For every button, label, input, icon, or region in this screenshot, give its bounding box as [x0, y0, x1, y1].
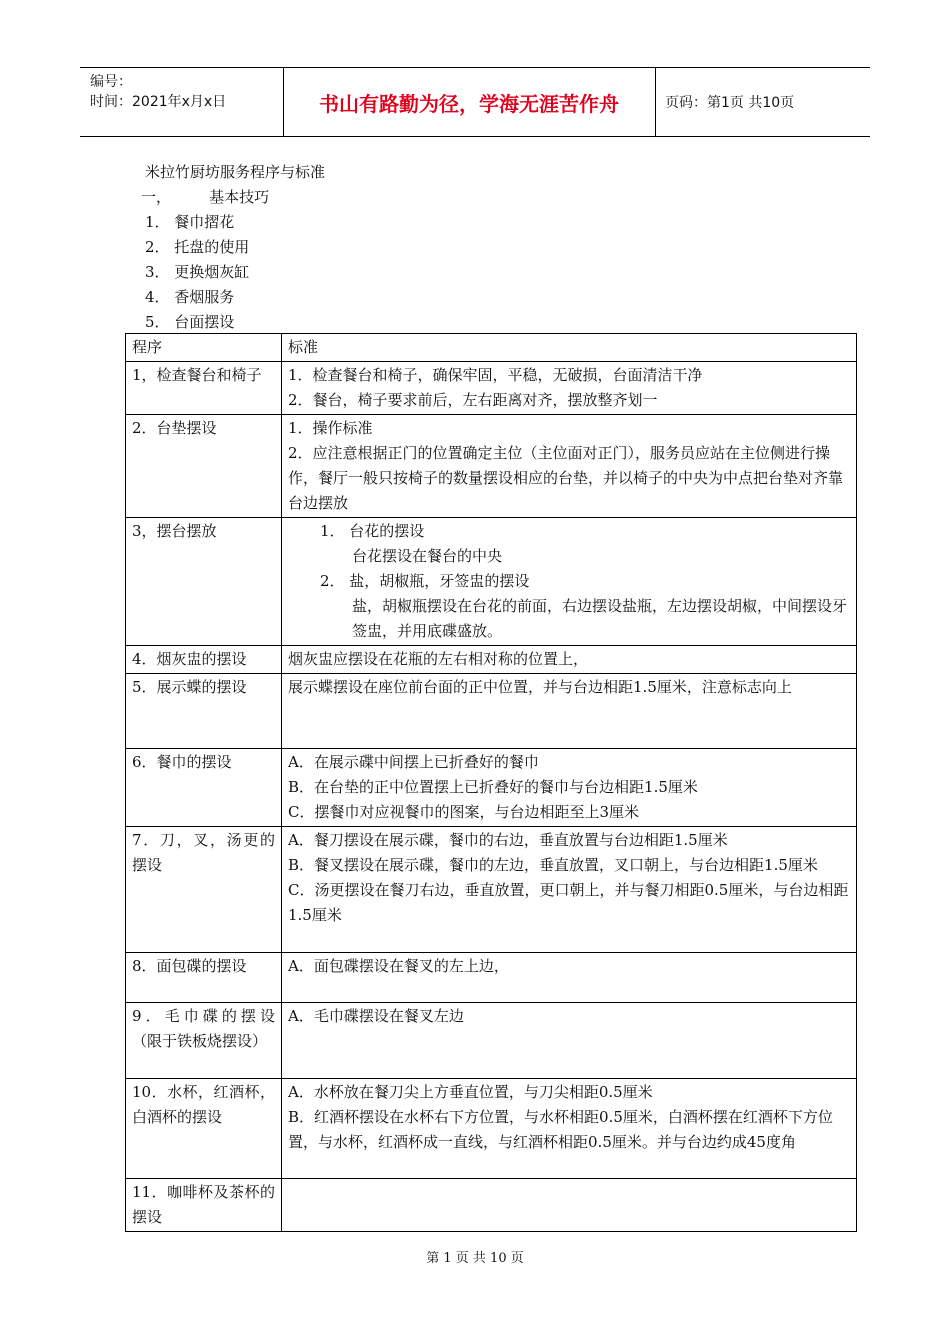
- procedure-cell: 5．展示蝶的摆设: [126, 674, 282, 749]
- standard-line: B．餐叉摆设在展示碟，餐巾的左边，垂直放置，叉口朝上，与台边相距1.5厘米: [288, 856, 818, 874]
- intro-block: [141, 160, 326, 335]
- standard-line: B．在台垫的正中位置摆上已折叠好的餐巾与台边相距1.5厘米: [288, 778, 698, 796]
- standard-line: 展示蝶摆设在座位前台面的正中位置，并与台边相距1.5厘米，注意标志向上: [288, 678, 792, 696]
- standard-line: 烟灰盅应摆设在花瓶的左右相对称的位置上，: [288, 650, 589, 668]
- table-row: [126, 646, 857, 674]
- procedure-cell: 6．餐巾的摆设: [126, 749, 282, 827]
- procedure-cell: 11．咖啡杯及茶杯的摆设: [126, 1179, 282, 1232]
- standard-cell: [282, 415, 857, 518]
- standard-line: A．在展示碟中间摆上已折叠好的餐巾: [288, 753, 539, 771]
- standard-line: 1．检查餐台和椅子，确保牢固，平稳，无破损，台面清洁干净: [288, 366, 703, 384]
- standard-line: 1． 台花的摆设: [320, 522, 425, 540]
- doc-time-label: 时间：2021年x月x日: [90, 94, 227, 110]
- standard-cell: [282, 1003, 857, 1079]
- list-item: 2． 托盘的使用: [145, 238, 250, 256]
- standard-line: A．面包碟摆设在餐叉的左上边，: [288, 957, 509, 975]
- standard-line: A．毛巾碟摆设在餐叉左边: [288, 1007, 464, 1025]
- standard-line: 1．操作标准: [288, 419, 373, 437]
- header-cell-procedure: 程序: [126, 334, 282, 362]
- standard-cell: [282, 362, 857, 415]
- standard-line: 盐，胡椒瓶摆设在台花的前面，右边摆设盐瓶，左边摆设胡椒，中间摆设牙签盅，并用底碟盛放。: [352, 597, 848, 640]
- procedure-cell: 2．台垫摆设: [126, 415, 282, 518]
- table-row: [126, 518, 857, 646]
- standard-cell: [282, 674, 857, 749]
- page-header: [80, 67, 870, 137]
- standard-cell: [282, 953, 857, 1003]
- list-item: 5． 台面摆设: [145, 313, 235, 331]
- standard-line: 2． 盐，胡椒瓶，牙签盅的摆设: [320, 572, 530, 590]
- standard-line: C．摆餐巾对应视餐巾的图案，与台边相距至上3厘米: [288, 803, 640, 821]
- table-row: [126, 749, 857, 827]
- table-row: [126, 953, 857, 1003]
- table-row: [126, 415, 857, 518]
- header-meta: [90, 72, 226, 112]
- procedure-cell: 1，检查餐台和椅子: [126, 362, 282, 415]
- procedure-cell: 9．毛巾碟的摆设（限于铁板烧摆设）: [126, 1003, 282, 1079]
- page-footer: 第 1 页 共 10 页: [426, 1251, 524, 1266]
- procedure-cell: 10．水杯，红酒杯，白酒杯的摆设: [126, 1079, 282, 1179]
- table-row: [126, 674, 857, 749]
- standard-cell: [282, 646, 857, 674]
- standard-line: C．汤更摆设在餐刀右边，垂直放置，更口朝上，并与餐刀相距0.5厘米，与台边相距1.5厘米: [288, 881, 849, 924]
- standard-cell: [282, 1179, 857, 1232]
- standard-cell: [282, 827, 857, 953]
- header-cell-standard: 标准: [282, 334, 857, 362]
- doc-number-label: 编号：: [90, 74, 132, 90]
- procedure-cell: 4．烟灰盅的摆设: [126, 646, 282, 674]
- list-item: 4． 香烟服务: [145, 288, 235, 306]
- standard-line: B．红酒杯摆设在水杯右下方位置，与水杯相距0.5厘米，白酒杯摆在红酒杯下方位置，与水杯，红酒杯成一直线，与红酒杯相距0.5厘米。并与台边约成45度角: [288, 1108, 833, 1151]
- procedure-table: [125, 333, 857, 1232]
- table-header-row: [126, 334, 857, 362]
- table-row: [126, 362, 857, 415]
- standard-line: 台花摆设在餐台的中央: [352, 547, 503, 565]
- procedure-cell: 7．刀，叉，汤更的摆设: [126, 827, 282, 953]
- header-divider: [655, 68, 656, 136]
- standard-line: 2．餐台，椅子要求前后，左右距离对齐，摆放整齐划一: [288, 391, 658, 409]
- procedure-cell: 8．面包碟的摆设: [126, 953, 282, 1003]
- section-heading: 一， 基本技巧: [141, 188, 270, 206]
- standard-cell: [282, 1079, 857, 1179]
- table-row: [126, 1003, 857, 1079]
- table-row: [126, 1079, 857, 1179]
- standard-line: A．水杯放在餐刀尖上方垂直位置，与刀尖相距0.5厘米: [288, 1083, 653, 1101]
- table-row: [126, 827, 857, 953]
- list-item: 1． 餐巾摺花: [145, 213, 235, 231]
- procedure-cell: 3，摆台摆放: [126, 518, 282, 646]
- standard-cell: [282, 749, 857, 827]
- standard-line: 2．应注意根据正门的位置确定主位（主位面对正门），服务员应站在主位侧进行操作，餐厅一般只按椅子的数量摆设相应的台垫，并以椅子的中央为中点把台垫对齐靠台边摆放: [288, 444, 844, 512]
- standard-line: A．餐刀摆设在展示碟，餐巾的右边，垂直放置与台边相距1.5厘米: [288, 831, 728, 849]
- table-row: [126, 1179, 857, 1232]
- header-page-info: 页码：第1页 共10页: [665, 95, 795, 111]
- standard-cell: [282, 518, 857, 646]
- list-item: 3． 更换烟灰缸: [145, 263, 250, 281]
- header-motto: 书山有路勤为径，学海无涯苦作舟: [319, 91, 619, 116]
- doc-title: 米拉竹厨坊服务程序与标准: [145, 163, 326, 181]
